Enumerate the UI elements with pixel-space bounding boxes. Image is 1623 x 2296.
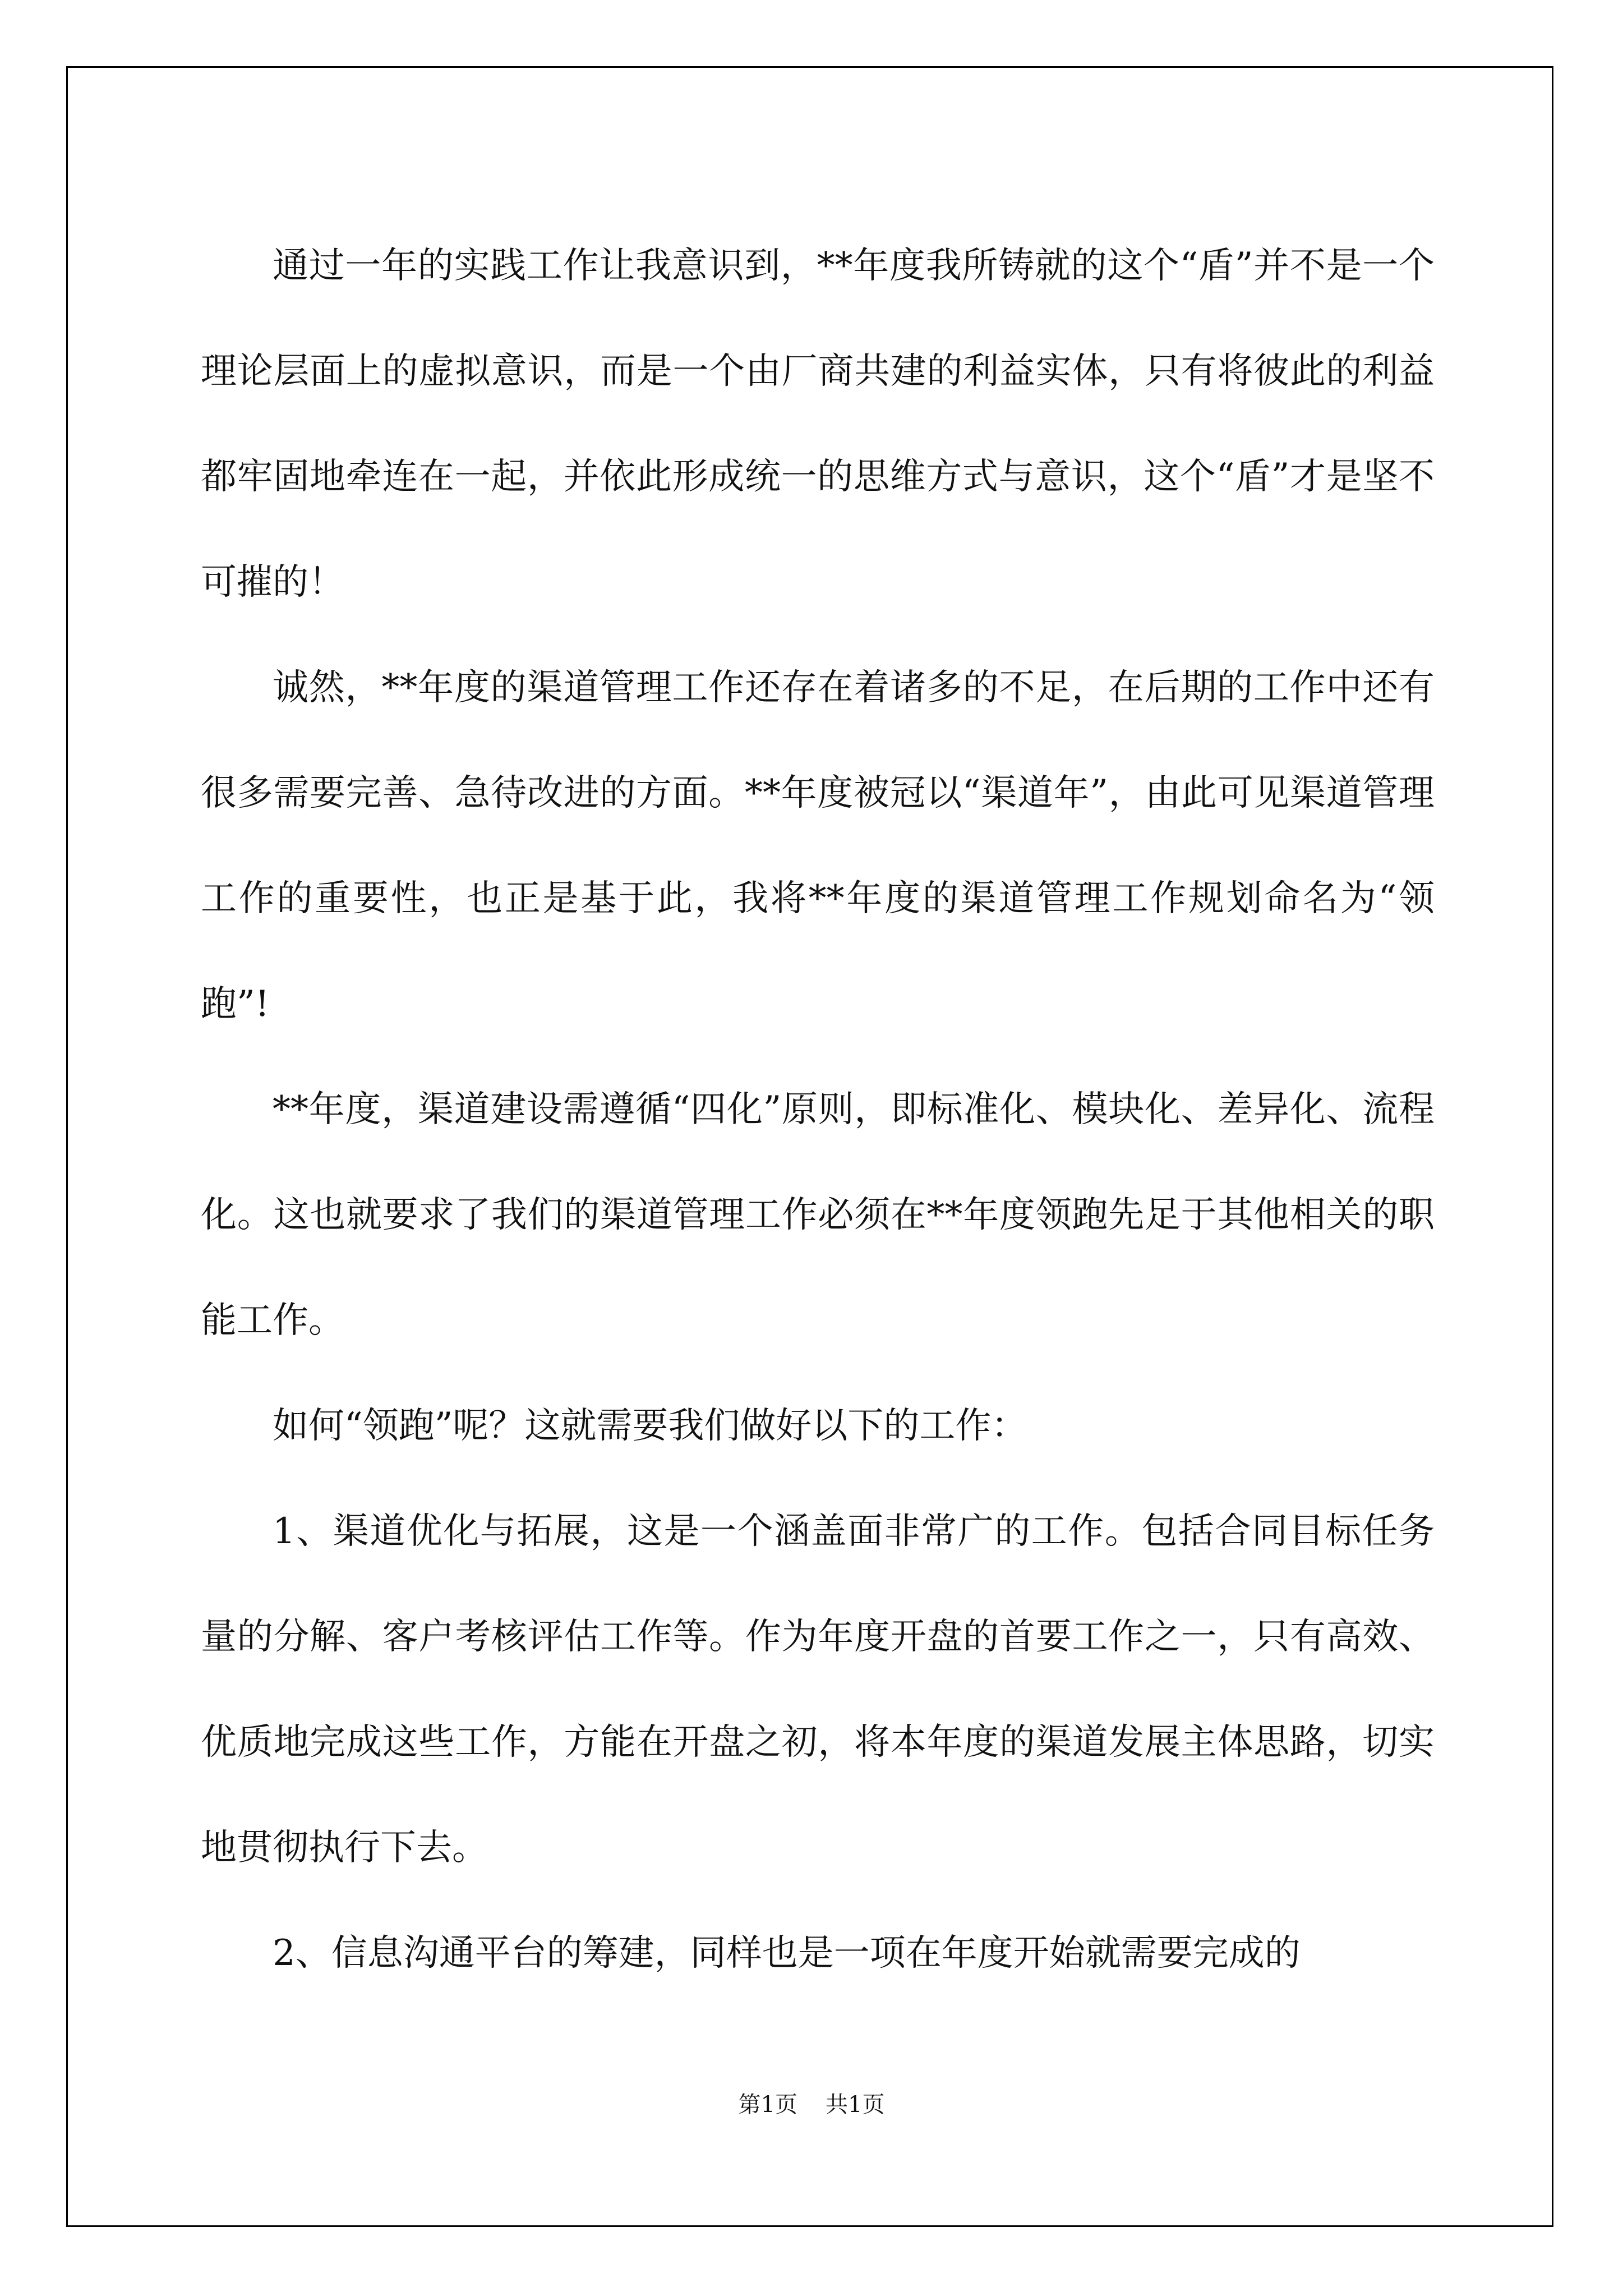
page-footer [0,2087,1623,2119]
page-number: 第1页 [738,2092,797,2118]
paragraph-3: **年度，渠道建设需遵循“四化”原则，即标准化、模块化、差异化、流程化。这也就要求了我们的渠道管理工作必须在**年度领跑先足于其他相关的职能工作。 [201,1089,1435,1341]
paragraph-6: 2、信息沟通平台的筹建，同样也是一项在年度开始就需要完成的 [273,1932,1301,1974]
page-total: 共1页 [826,2092,885,2118]
paragraph-4: 如何“领跑”呢？这就需要我们做好以下的工作： [273,1405,1027,1447]
document-body [201,213,1435,2006]
paragraph-5: 1、渠道优化与拓展，这是一个涵盖面非常广的工作。包括合同目标任务量的分解、客户考核评估工作等。作为年度开盘的首要工作之一，只有高效、优质地完成这些工作，方能在开盘之初，将本年度的渠道发展主体思路，切实地贯彻执行下去。 [201,1511,1435,1869]
paragraph-1: 通过一年的实践工作让我意识到，**年度我所铸就的这个“盾”并不是一个理论层面上的虚拟意识，而是一个由厂商共建的利益实体，只有将彼此的利益都牢固地牵连在一起，并依此形成统一的思维方式与意识，这个“盾”才是坚不可摧的！ [201,245,1435,603]
paragraph-2: 诚然，**年度的渠道管理工作还存在着诸多的不足，在后期的工作中还有很多需要完善、急待改进的方面。**年度被冠以“渠道年”，由此可见渠道管理工作的重要性，也正是基于此，我将**年度的渠道管理工作规划命名为“领跑”! [201,667,1435,1025]
